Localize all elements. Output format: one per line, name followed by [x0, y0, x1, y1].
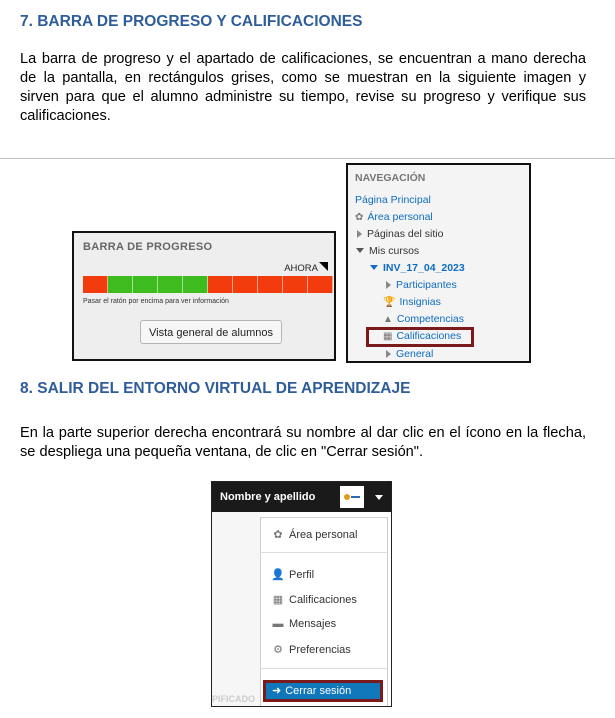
progress-hint: Pasar el ratón por encima para ver información — [83, 298, 229, 305]
nav-general-label: General — [396, 348, 434, 360]
progress-segment-red[interactable] — [283, 276, 308, 293]
menu-item-dashboard[interactable] — [271, 528, 358, 541]
nav-site-pages-label: Páginas del sitio — [367, 228, 444, 240]
now-flag-icon — [319, 262, 328, 271]
nav-my-courses[interactable] — [356, 245, 419, 257]
students-overview-button[interactable]: Vista general de alumnos — [140, 320, 282, 344]
chat-icon: ▬ — [272, 618, 284, 630]
nav-badges[interactable] — [383, 296, 441, 308]
table-icon: ▦ — [383, 331, 393, 342]
user-menu-screenshot — [211, 481, 392, 707]
dashboard-icon: ✿ — [355, 212, 364, 223]
expanded-arrow-icon — [356, 248, 364, 253]
menu-item-preferences[interactable] — [271, 643, 351, 656]
nav-participants[interactable] — [386, 279, 457, 291]
progress-segment-green[interactable] — [108, 276, 133, 293]
progress-bar[interactable] — [83, 276, 333, 293]
progress-block-title: BARRA DE PROGRESO — [83, 241, 213, 253]
progress-segment-green[interactable] — [158, 276, 183, 293]
trophy-icon: 🏆 — [383, 297, 396, 308]
section-divider — [0, 158, 615, 159]
user-name[interactable]: Nombre y apellido — [220, 491, 316, 503]
logout-button[interactable] — [263, 680, 383, 702]
section-8-heading: 8. SALIR DEL ENTORNO VIRTUAL DE APRENDIZAJE — [20, 380, 411, 397]
collapsed-arrow-icon — [357, 230, 362, 238]
avatar[interactable] — [340, 486, 364, 508]
menu-divider — [261, 668, 387, 669]
menu-item-profile[interactable] — [271, 568, 314, 581]
nav-my-courses-label: Mis cursos — [369, 245, 420, 257]
dashboard-icon: ✿ — [273, 529, 283, 541]
nav-badges-label: Insignias — [399, 296, 441, 308]
nav-grades-label: Calificaciones — [396, 330, 462, 342]
collapsed-arrow-icon — [386, 281, 391, 289]
progress-segment-red[interactable] — [308, 276, 333, 293]
progress-bar-block — [72, 231, 336, 361]
progress-segment-red[interactable] — [233, 276, 258, 293]
collapsed-arrow-icon — [386, 350, 391, 358]
table-icon: ▦ — [272, 594, 284, 606]
nav-grades[interactable] — [383, 330, 461, 342]
section-8-paragraph: En la parte superior derecha encontrará su nombre al dar clic en el ícono en la flecha, se despliega una pequeña ventana, de clic en "Cerrar sesión". — [20, 425, 586, 460]
now-marker-label: AHORA — [284, 263, 318, 274]
nav-dashboard-link[interactable] — [355, 211, 433, 223]
menu-messages-label: Mensajes — [289, 618, 337, 630]
progress-segment-green[interactable] — [183, 276, 208, 293]
nav-dashboard-label: Área personal — [367, 211, 433, 223]
menu-item-grades[interactable] — [271, 593, 357, 606]
nav-course-label: INV_17_04_2023 — [383, 262, 465, 274]
menu-preferences-label: Preferencias — [289, 644, 351, 656]
chevron-down-icon[interactable] — [375, 495, 383, 500]
menu-dashboard-label: Área personal — [289, 529, 358, 541]
logout-label: Cerrar sesión — [285, 685, 352, 697]
progress-segment-green[interactable] — [133, 276, 158, 293]
page-background — [212, 512, 260, 707]
navigation-block — [346, 163, 531, 363]
menu-profile-label: Perfil — [289, 569, 315, 581]
nav-site-pages[interactable] — [357, 228, 443, 240]
menu-item-messages[interactable] — [271, 618, 336, 630]
nav-competencies[interactable] — [383, 313, 464, 325]
menu-divider — [261, 552, 387, 553]
progress-segment-red[interactable] — [258, 276, 283, 293]
expanded-arrow-icon — [370, 265, 378, 270]
navigation-title: NAVEGACIÓN — [355, 172, 426, 184]
section-7-paragraph: La barra de progreso y el apartado de calificaciones, se encuentran a mano derecha de la pantalla, en rectángulos grises, como se muestran en la siguiente imagen y sirven para que el alumno administre su tiempo, revise su progreso y verifique sus calificaciones. — [20, 51, 586, 124]
user-header-bar — [212, 482, 391, 512]
nav-general[interactable] — [386, 348, 433, 360]
competencies-icon: ▲ — [383, 314, 393, 325]
section-7-heading: 7. BARRA DE PROGRESO Y CALIFICACIONES — [20, 13, 363, 30]
nav-course[interactable] — [370, 262, 465, 274]
nav-participants-label: Participantes — [396, 279, 457, 291]
progress-segment-red[interactable] — [208, 276, 233, 293]
background-text-fragment: PIFICADO — [212, 694, 256, 704]
user-dropdown-menu — [260, 517, 388, 707]
progress-segment-red[interactable] — [83, 276, 108, 293]
logout-icon: ➜ — [272, 685, 282, 697]
gear-icon: ⚙ — [273, 644, 283, 656]
nav-home-link[interactable]: Página Principal — [355, 194, 431, 206]
user-icon: 👤 — [271, 569, 285, 581]
menu-grades-label: Calificaciones — [289, 594, 357, 606]
nav-competencies-label: Competencias — [396, 313, 465, 325]
